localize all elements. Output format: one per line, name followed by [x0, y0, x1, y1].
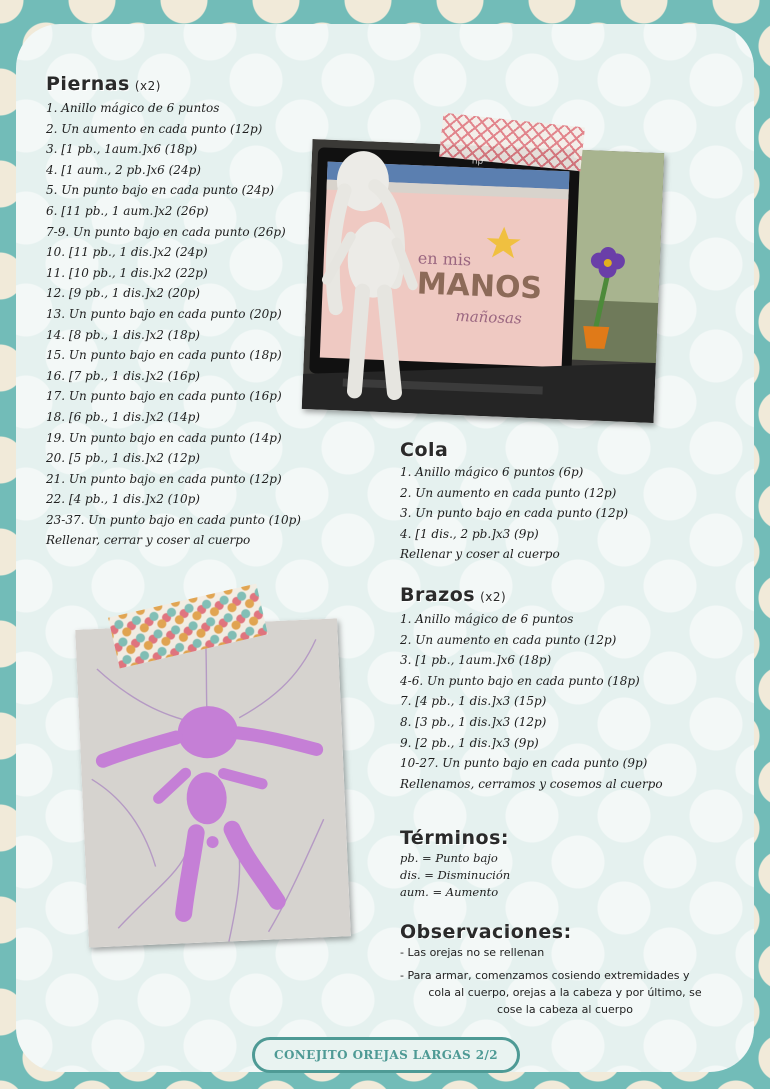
observaciones-note-2-line-1: - Para armar, comenzamos cosiendo extremidades y — [400, 969, 690, 982]
brazos-line: 4-6. Un punto bajo en cada punto (18p) — [400, 673, 640, 688]
cola-line: Rellenar y coser al cuerpo — [400, 547, 560, 562]
cola-title: Cola — [400, 439, 449, 461]
brazos-line: 9. [2 pb., 1 dis.]x3 (9p) — [400, 735, 539, 750]
piernas-line: 7-9. Un punto bajo en cada punto (26p) — [46, 224, 286, 239]
piernas-line: 23-37. Un punto bajo en cada punto (10p) — [46, 512, 301, 527]
observaciones-heading — [400, 920, 730, 944]
piernas-line: 6. [11 pb., 1 aum.]x2 (26p) — [46, 203, 209, 218]
photo-crochet-pieces — [75, 618, 351, 947]
terminos-line: aum. = Aumento — [400, 885, 499, 899]
piernas-line: 16. [7 pb., 1 dis.]x2 (16p) — [46, 368, 200, 383]
footer-title: CONEJITO OREJAS LARGAS 2/2 — [274, 1048, 498, 1062]
piernas-line: 2. Un aumento en cada punto (12p) — [46, 121, 263, 136]
terminos-heading — [400, 826, 510, 850]
brazos-line: 3. [1 pb., 1aum.]x6 (18p) — [400, 653, 552, 668]
terminos-title: Términos: — [400, 827, 509, 849]
brazos-line: 1. Anillo mágico de 6 puntos — [400, 612, 574, 626]
piernas-section — [46, 72, 301, 551]
piernas-line: 12. [9 pb., 1 dis.]x2 (20p) — [46, 286, 200, 301]
brazos-list — [400, 609, 663, 794]
photo-bunny-laptop — [302, 139, 665, 423]
piernas-line: 13. Un punto bajo en cada punto (20p) — [46, 306, 282, 321]
piernas-line: 19. Un punto bajo en cada punto (14p) — [46, 430, 282, 445]
brazos-qty: (x2) — [480, 590, 507, 604]
piernas-line: 10. [11 pb., 1 dis.]x2 (24p) — [46, 245, 208, 260]
screen-logo-line1: en mis — [417, 248, 472, 270]
screen-logo-line3: mañosas — [455, 306, 523, 328]
piernas-line: Rellenar, cerrar y coser al cuerpo — [46, 533, 251, 548]
brazos-line: 10-27. Un punto bajo en cada punto (9p) — [400, 756, 648, 771]
terminos-section — [400, 826, 510, 901]
piernas-title: Piernas — [46, 73, 130, 95]
brazos-line: 8. [3 pb., 1 dis.]x3 (12p) — [400, 714, 547, 729]
observaciones-title: Observaciones: — [400, 921, 572, 943]
piernas-line: 22. [4 pb., 1 dis.]x2 (10p) — [46, 492, 200, 507]
piernas-line: 5. Un punto bajo en cada punto (24p) — [46, 183, 274, 198]
piernas-line: 11. [10 pb., 1 dis.]x2 (22p) — [46, 265, 208, 280]
cola-line: 1. Anillo mágico 6 puntos (6p) — [400, 465, 584, 479]
cola-section — [400, 438, 628, 565]
piernas-line: 4. [1 aum., 2 pb.]x6 (24p) — [46, 162, 201, 177]
piernas-line: 1. Anillo mágico de 6 puntos — [46, 101, 220, 115]
footer-title-badge — [252, 1037, 520, 1073]
cola-line: 4. [1 dis., 2 pb.]x3 (9p) — [400, 526, 539, 541]
terminos-list — [400, 850, 510, 901]
laptop-brand-logo: hp — [471, 156, 484, 167]
piernas-list — [46, 98, 301, 551]
terminos-line: dis. = Disminución — [400, 868, 511, 882]
brazos-section — [400, 583, 663, 794]
brazos-line: 7. [4 pb., 1 dis.]x3 (15p) — [400, 694, 547, 709]
piernas-qty: (x2) — [134, 79, 161, 93]
observaciones-section — [400, 920, 730, 1018]
cola-line: 3. Un punto bajo en cada punto (12p) — [400, 506, 628, 521]
screen-logo-line2: MANOS — [416, 266, 543, 307]
bunny-laptop-illustration — [302, 139, 665, 423]
piernas-line: 17. Un punto bajo en cada punto (16p) — [46, 389, 282, 404]
terminos-line: pb. = Punto bajo — [400, 851, 498, 865]
observaciones-note-2 — [400, 967, 730, 1018]
cola-line: 2. Un aumento en cada punto (12p) — [400, 485, 617, 500]
observaciones-note-2-line-2: cola al cuerpo, orejas a la cabeza y por último, se — [428, 986, 702, 999]
piernas-line: 14. [8 pb., 1 dis.]x2 (18p) — [46, 327, 200, 342]
piernas-line: 18. [6 pb., 1 dis.]x2 (14p) — [46, 409, 200, 424]
crochet-pieces-illustration — [75, 618, 351, 947]
brazos-line: 2. Un aumento en cada punto (12p) — [400, 632, 617, 647]
piernas-line: 15. Un punto bajo en cada punto (18p) — [46, 348, 282, 363]
piernas-line: 21. Un punto bajo en cada punto (12p) — [46, 471, 282, 486]
observaciones-note-1: - Las orejas no se rellenan — [400, 946, 545, 959]
brazos-title: Brazos — [400, 584, 476, 606]
brazos-line: Rellenamos, cerramos y cosemos al cuerpo — [400, 776, 663, 791]
piernas-heading — [46, 72, 301, 98]
cola-heading — [400, 438, 628, 462]
piernas-line: 20. [5 pb., 1 dis.]x2 (12p) — [46, 451, 200, 466]
brazos-heading — [400, 583, 663, 609]
cola-list — [400, 462, 628, 565]
piernas-line: 3. [1 pb., 1aum.]x6 (18p) — [46, 142, 198, 157]
observaciones-note-2-line-3: cose la cabeza al cuerpo — [497, 1003, 633, 1016]
